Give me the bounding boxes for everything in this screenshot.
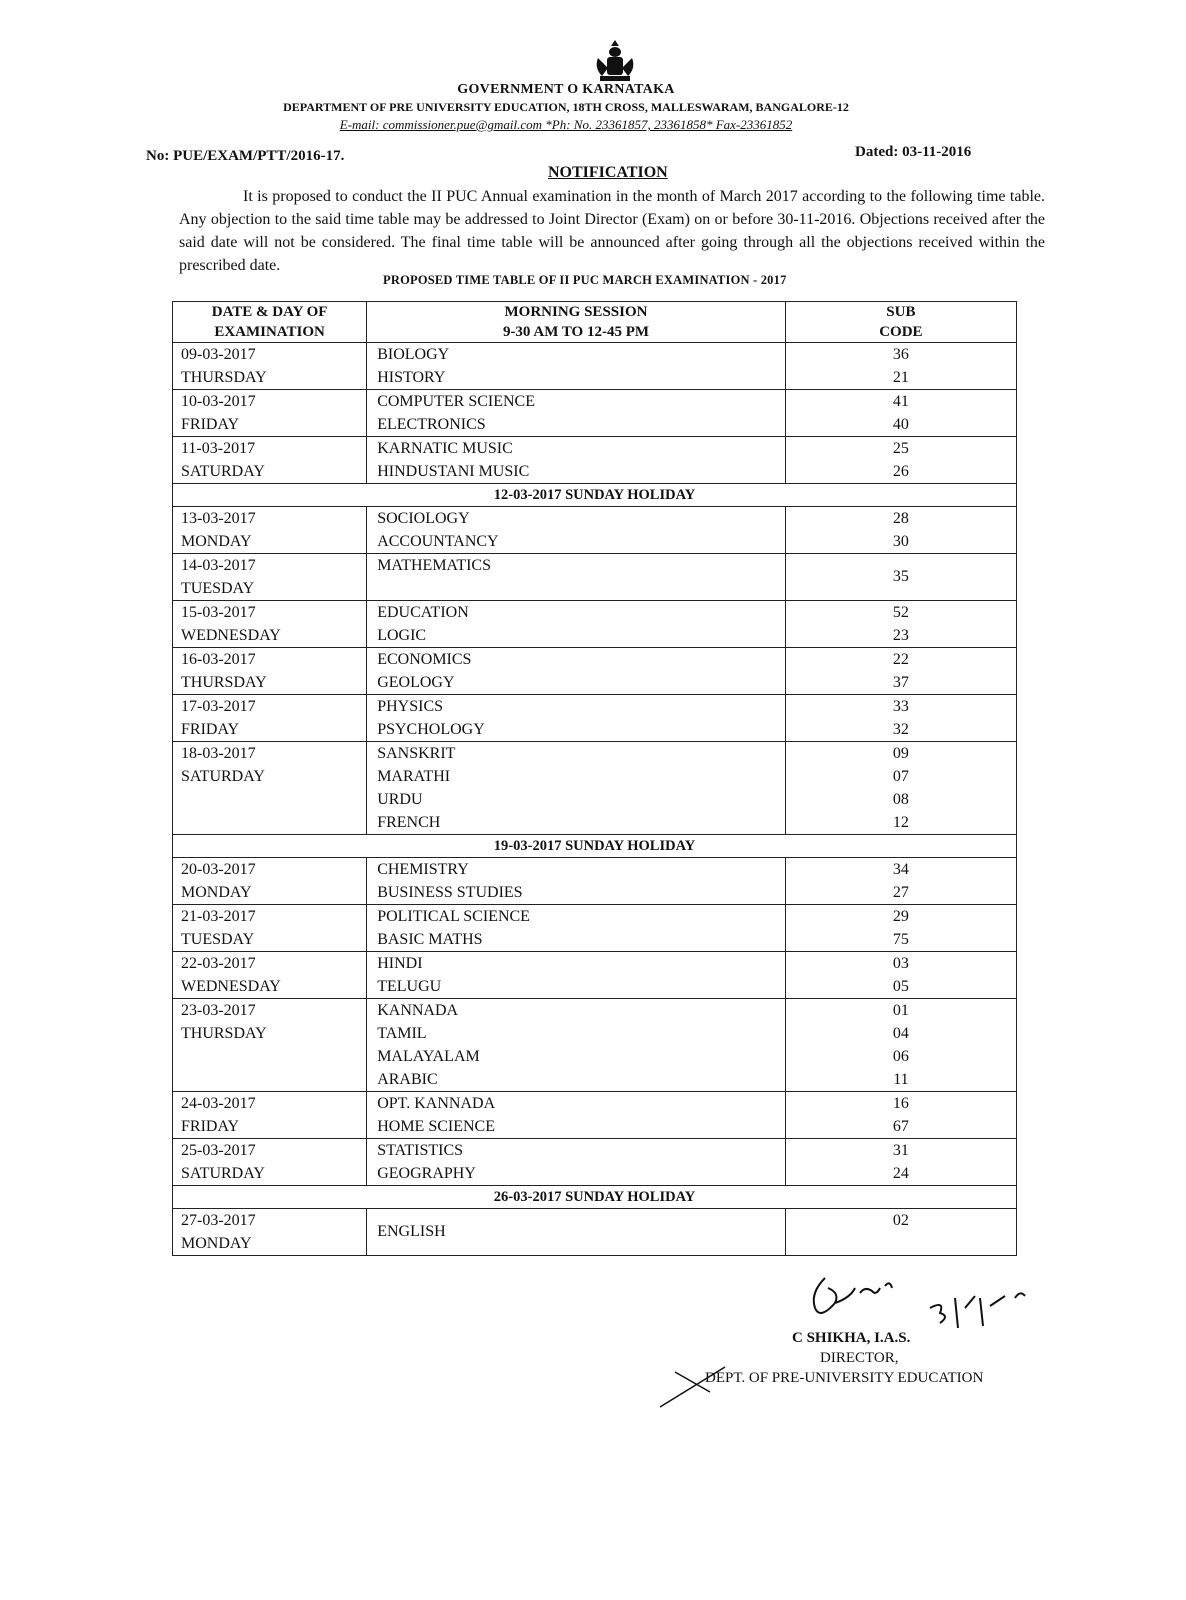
subjects-cell: [367, 1209, 786, 1256]
exam-date-cell: [173, 695, 367, 742]
exam-row: [173, 648, 1017, 695]
handwritten-signature: [780, 1258, 1040, 1338]
subject-name: PSYCHOLOGY: [377, 721, 485, 738]
codes-cell: [785, 648, 1016, 695]
spacer: [181, 811, 366, 834]
exam-day: SATURDAY: [181, 768, 265, 785]
subject-code: 06: [892, 1048, 909, 1065]
subjects-cell: [367, 858, 786, 905]
holiday-label: 12-03-2017 SUNDAY HOLIDAY: [173, 484, 1017, 507]
exam-row: [173, 601, 1017, 648]
codes-cell: [785, 437, 1016, 484]
exam-date: 20-03-2017: [181, 861, 256, 878]
subject-code: 02: [892, 1212, 909, 1229]
subject-name: FRENCH: [377, 814, 441, 831]
subject-name: BIOLOGY: [377, 346, 450, 363]
header-date: [173, 302, 367, 343]
spacer: [181, 788, 366, 811]
exam-date-cell: [173, 343, 367, 390]
subject-code: 29: [892, 908, 909, 925]
subject-code: 67: [892, 1118, 909, 1135]
exam-date: 17-03-2017: [181, 698, 256, 715]
timetable: [172, 301, 1017, 1256]
exam-row: [173, 390, 1017, 437]
exam-date: 14-03-2017: [181, 557, 256, 574]
exam-day: THURSDAY: [181, 674, 267, 691]
subject-code: 37: [892, 674, 909, 691]
subject-code: 04: [892, 1025, 909, 1042]
department-address: DEPARTMENT OF PRE UNIVERSITY EDUCATION, 18TH CROSS, MALLESWARAM, BANGALORE-12: [283, 100, 849, 114]
subject-name: URDU: [377, 791, 423, 808]
exam-day: FRIDAY: [181, 721, 240, 738]
subject-code: 31: [892, 1142, 909, 1159]
exam-date-cell: [173, 648, 367, 695]
subject-code: 34: [892, 861, 909, 878]
subject-name: MATHEMATICS: [377, 557, 491, 574]
header-code-line1: SUB: [886, 304, 916, 320]
exam-date-cell: [173, 390, 367, 437]
holiday-row: [173, 484, 1017, 507]
exam-day: THURSDAY: [181, 1025, 267, 1042]
subject-name: STATISTICS: [377, 1142, 464, 1159]
exam-date-cell: [173, 437, 367, 484]
exam-date: 23-03-2017: [181, 1002, 256, 1019]
exam-date-cell: [173, 1139, 367, 1186]
exam-date-cell: [173, 554, 367, 601]
codes-cell: [785, 390, 1016, 437]
subject-code: 22: [892, 651, 909, 668]
subject-name: BUSINESS STUDIES: [377, 884, 523, 901]
codes-cell: [785, 952, 1016, 999]
subjects-cell: [367, 999, 786, 1092]
signatory-title: DIRECTOR,: [820, 1350, 899, 1366]
codes-cell: [785, 999, 1016, 1092]
subject-code: 30: [892, 533, 909, 550]
exam-day: THURSDAY: [181, 369, 267, 386]
subject-name: EDUCATION: [377, 604, 469, 621]
subject-name: KARNATIC MUSIC: [377, 440, 513, 457]
exam-date-cell: [173, 858, 367, 905]
codes-cell: [785, 601, 1016, 648]
subject-code: 32: [892, 721, 909, 738]
exam-date-cell: [173, 999, 367, 1092]
exam-date: 22-03-2017: [181, 955, 256, 972]
subject-name: HINDI: [377, 955, 423, 972]
exam-date: 16-03-2017: [181, 651, 256, 668]
subject-name: MARATHI: [377, 768, 451, 785]
reference-number: No: PUE/EXAM/PTT/2016-17.: [146, 148, 345, 164]
subject-code: 75: [892, 931, 909, 948]
subjects-cell: [367, 695, 786, 742]
signatory-name: C SHIKHA, I.A.S.: [792, 1330, 911, 1346]
header-code-line2: CODE: [879, 324, 923, 340]
codes-cell: [785, 905, 1016, 952]
exam-row: [173, 1209, 1017, 1256]
subject-code: 21: [892, 369, 909, 386]
codes-cell: [785, 343, 1016, 390]
subject-name: ARABIC: [377, 1071, 438, 1088]
subject-name: CHEMISTRY: [377, 861, 469, 878]
exam-day: MONDAY: [181, 1235, 252, 1252]
subject-code: 24: [892, 1165, 909, 1182]
government-heading: GOVERNMENT O KARNATAKA: [457, 82, 675, 97]
exam-row: [173, 1092, 1017, 1139]
subject-name: LOGIC: [377, 627, 427, 644]
subject-name: MALAYALAM: [377, 1048, 480, 1065]
subject-name: KANNADA: [377, 1002, 459, 1019]
exam-day: TUESDAY: [181, 931, 255, 948]
subject-code: 01: [892, 1002, 909, 1019]
exam-date: 13-03-2017: [181, 510, 256, 527]
exam-date-cell: [173, 952, 367, 999]
exam-date: 09-03-2017: [181, 346, 256, 363]
subjects-cell: [367, 554, 786, 601]
codes-cell: [785, 507, 1016, 554]
exam-date-cell: [173, 742, 367, 835]
holiday-label: 19-03-2017 SUNDAY HOLIDAY: [173, 835, 1017, 858]
exam-day: WEDNESDAY: [181, 627, 281, 644]
subject-code: 16: [892, 1095, 909, 1112]
notification-text: It is proposed to conduct the II PUC Annual examination in the month of March 2017 according to the following time table. Any objection to the said time table may be addressed to Joint Director (Exam) on or before 30-11-2016. Objections received after the said date will not be considered. The final time table will be announced after going through all the objections received within the prescribed date.: [179, 188, 1045, 274]
subject-code: 07: [892, 768, 909, 785]
subject-code: 08: [892, 791, 909, 808]
exam-date: 24-03-2017: [181, 1095, 256, 1112]
exam-row: [173, 858, 1017, 905]
subject-name: HINDUSTANI MUSIC: [377, 463, 530, 480]
exam-date: 27-03-2017: [181, 1212, 256, 1229]
subject-code: 35: [892, 568, 909, 585]
exam-day: FRIDAY: [181, 416, 240, 433]
subject-name: ELECTRONICS: [377, 416, 486, 433]
subject-name: HISTORY: [377, 369, 446, 386]
subject-code: 05: [892, 978, 909, 995]
subjects-cell: [367, 648, 786, 695]
subject-name: BASIC MATHS: [377, 931, 483, 948]
exam-day: SATURDAY: [181, 463, 265, 480]
exam-row: [173, 343, 1017, 390]
subject-code: 03: [892, 955, 909, 972]
exam-date-cell: [173, 601, 367, 648]
subject-name: GEOGRAPHY: [377, 1165, 476, 1182]
subjects-cell: [367, 343, 786, 390]
subject-name: TAMIL: [377, 1025, 427, 1042]
exam-row: [173, 437, 1017, 484]
subject-name: SOCIOLOGY: [377, 510, 470, 527]
subject-name: COMPUTER SCIENCE: [377, 393, 535, 410]
spacer: [181, 1045, 366, 1068]
subject-code: 12: [892, 814, 909, 831]
contact-line: E-mail: commissioner.pue@gmail.com *Ph: No. 23361857, 23361858* Fax-23361852: [339, 117, 793, 132]
holiday-row: [173, 835, 1017, 858]
subject-name: HOME SCIENCE: [377, 1118, 495, 1135]
header-session-line1: MORNING SESSION: [504, 304, 648, 320]
subject-name: POLITICAL SCIENCE: [377, 908, 530, 925]
codes-cell: [785, 1092, 1016, 1139]
header-date-line2: EXAMINATION: [214, 324, 325, 340]
exam-row: [173, 554, 1017, 601]
subject-code: 25: [892, 440, 909, 457]
exam-date-cell: [173, 1092, 367, 1139]
codes-cell: [785, 695, 1016, 742]
exam-date: 15-03-2017: [181, 604, 256, 621]
subject-code: 27: [892, 884, 909, 901]
subjects-cell: [367, 437, 786, 484]
exam-date-cell: [173, 507, 367, 554]
exam-row: [173, 952, 1017, 999]
signatory-department: DEPT. OF PRE-UNIVERSITY EDUCATION: [705, 1370, 984, 1386]
subject-name: TELUGU: [377, 978, 442, 995]
issue-date: Dated: 03-11-2016: [855, 144, 972, 160]
exam-day: MONDAY: [181, 884, 252, 901]
subjects-cell: [367, 905, 786, 952]
subject-code: 36: [892, 346, 909, 363]
subject-code: 09: [892, 745, 909, 762]
subjects-cell: [367, 1092, 786, 1139]
exam-date: 10-03-2017: [181, 393, 256, 410]
spacer: [181, 1068, 366, 1091]
subjects-cell: [367, 507, 786, 554]
codes-cell: [785, 554, 1016, 601]
subject-name: OPT. KANNADA: [377, 1095, 496, 1112]
exam-row: [173, 742, 1017, 835]
exam-row: [173, 999, 1017, 1092]
codes-cell: [785, 742, 1016, 835]
subject-code: 41: [892, 393, 909, 410]
exam-day: SATURDAY: [181, 1165, 265, 1182]
codes-cell: [785, 1209, 1016, 1256]
karnataka-emblem-icon: [588, 38, 642, 84]
exam-row: [173, 695, 1017, 742]
exam-date: 21-03-2017: [181, 908, 256, 925]
subjects-cell: [367, 601, 786, 648]
subject-code: 28: [892, 510, 909, 527]
exam-row: [173, 905, 1017, 952]
exam-day: FRIDAY: [181, 1118, 240, 1135]
subject-code: 52: [892, 604, 909, 621]
exam-day: MONDAY: [181, 533, 252, 550]
subject-name: ECONOMICS: [377, 651, 472, 668]
subjects-cell: [367, 952, 786, 999]
exam-date: 18-03-2017: [181, 745, 256, 762]
header-code: [785, 302, 1016, 343]
subject-code: 11: [893, 1071, 909, 1088]
header-session-line2: 9-30 AM TO 12-45 PM: [502, 324, 650, 340]
exam-date: 25-03-2017: [181, 1142, 256, 1159]
subjects-cell: [367, 1139, 786, 1186]
subject-name: ACCOUNTANCY: [377, 533, 499, 550]
notification-body: [179, 185, 1045, 277]
subject-code: 23: [892, 627, 909, 644]
table-title: PROPOSED TIME TABLE OF II PUC MARCH EXAMINATION - 2017: [383, 273, 787, 287]
subject-code: 26: [892, 463, 909, 480]
codes-cell: [785, 858, 1016, 905]
exam-date-cell: [173, 905, 367, 952]
subject-name: GEOLOGY: [377, 674, 455, 691]
subject-code: 33: [892, 698, 909, 715]
notification-title: NOTIFICATION: [548, 164, 668, 181]
subject-name: SANSKRIT: [377, 745, 456, 762]
header-session: [367, 302, 786, 343]
subjects-cell: [367, 742, 786, 835]
holiday-label: 26-03-2017 SUNDAY HOLIDAY: [173, 1186, 1017, 1209]
subject-name: ENGLISH: [377, 1223, 446, 1240]
exam-date-cell: [173, 1209, 367, 1256]
codes-cell: [785, 1139, 1016, 1186]
subject-code: 40: [892, 416, 909, 433]
subject-name: PHYSICS: [377, 698, 444, 715]
exam-row: [173, 1139, 1017, 1186]
exam-day: TUESDAY: [181, 580, 255, 597]
holiday-row: [173, 1186, 1017, 1209]
exam-row: [173, 507, 1017, 554]
exam-day: WEDNESDAY: [181, 978, 281, 995]
subjects-cell: [367, 390, 786, 437]
header-date-line1: DATE & DAY OF: [211, 304, 328, 320]
table-header-row: [173, 302, 1017, 343]
exam-date: 11-03-2017: [181, 440, 256, 457]
